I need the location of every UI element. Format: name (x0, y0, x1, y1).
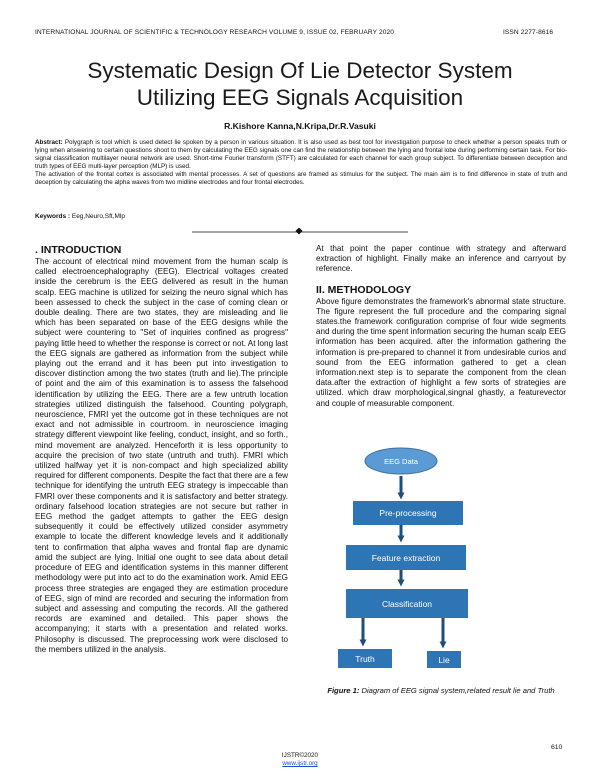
title-line-2: Utilizing EEG Signals Acquisition (136, 85, 464, 110)
introduction-text: The account of electrical mind movement from the human scalp is called electroencephalography (EEG). Electrical voltages created inside the cerebrum is the EEG delivered as result in the human scalp. EEG machine is utilized for seizing the neuro signal which has been assessed to check the subject in the case of coming clean or double dealing. There are two states, they are misleading and lie which has been separated on base of the EEG designs while the subject were countering to "Set of inquiries confined as progress" paying little heed to whether the response is correct or not. At long last the EEG signals are gathered as information from the subject while playing out the errand and it has been put into investigation to discover distinction among the two states (truth and lie).The principle of point and the aim of this examination is to assess the falsehood identification by utilizing the EEG. There are a few untruth location strategies utilized distinguish the falsehood. Counting polygraph, neuroscience, FMRI yet the outcome got in these techniques are not exact and not admissible in courtroom. in neuroscience imaging strategy different viewpoint like feeling, conduct, insight, and so forth., mind movement are analyzed. Henceforth it is less opportunity to acquire the precision of two state (untruth and truth). FMRI which utilized halfway yet it is non-compact and high specialized ability required for different components. Despite the fact that there are a few technique for identifying the untruth EEG strategy is impeccable than FMRI over these components and it is satisfactory and better strategy. ordinary falsehood location strategies are not secure but rather in EEG method the gadget attempts to gather the EEG design subsequently it could be effectively utilized consider asymmetry example to locate the different knowledge levels and it additionally tent to confirmation that alpha waves and frontal flap are dynamic amid the subject are lying. Initial one ought to see data about detail procedure of EEG and identification systems in this manner different methodology were put into act to do the examination work. Amid EEG process three strategies are engaged they are estimation procedure of EEG, sign of mind are recorded and securing the information from subject and assessing and computing the records. All the gathered records are examined and detailed. This paper shows the accompanying; it starts with a presentation and related works. Philosophy is discussed. The preprocessing work were disclosed to the members utilized in the analysis. (35, 257, 288, 654)
footer-url-link[interactable]: www.ijstr.org (282, 760, 318, 767)
eeg-data-label: EEG Data (384, 457, 418, 466)
classification-label: Classification (381, 599, 433, 609)
left-column (35, 244, 288, 655)
abstract (35, 139, 567, 187)
figure-caption-text: Diagram of EEG signal system,related result lie and Truth (359, 686, 555, 695)
abstract-text-2: The activation of the frontal cortex is associated with mental processes. A set of questions are framed as stimulus for the subject. The main aim is to find difference in state of truth and deception by calculating the alpha waves from two midline electrodes and four frontal electrodes. (35, 171, 567, 186)
abstract-label: Abstract: (35, 139, 63, 146)
issn-label: ISSN 2277-8616 (503, 29, 554, 36)
section-heading-methodology: II. METHODOLOGY (316, 283, 412, 296)
footer-copyright: IJSTR©2020 (281, 752, 319, 759)
keywords-value: Eeg,Neuro,Sft,Mlp (70, 213, 125, 220)
keywords (35, 213, 125, 220)
eeg-flow-diagram (316, 446, 566, 668)
right-column (316, 244, 566, 409)
preprocessing-label: Pre-processing (379, 508, 437, 518)
keywords-label: Keywords : (35, 213, 71, 220)
paper-title (30, 57, 570, 111)
intro-continuation-text: At that point the paper continue with strategy and afterward extraction of highlight. Finally make an inference and carryout by reference. (316, 244, 566, 274)
title-line-1: Systematic Design Of Lie Detector System (87, 58, 513, 83)
journal-header: INTERNATIONAL JOURNAL OF SCIENTIFIC & TECHNOLOGY RESEARCH VOLUME 9, ISSUE 02, FEBRUARY 2020 (35, 29, 395, 36)
section-heading-introduction: . INTRODUCTION (35, 244, 122, 256)
feature-extraction-label: Feature extraction (371, 553, 441, 563)
section-divider (192, 228, 408, 236)
methodology-text: Above figure demonstrates the framework's abnormal state structure. The figure represent the full procedure and the comparing signal states.the framework configuration comprise of four wide segments and during the time spent information securing the human scalp EEG information has been acquired. after the information gathering the information is pre-prepared to channel it from undesirable curios and sound from the EEG information gathered to get a clean information.next step is to separate the component from the clean data.after the extraction of highlight a few sorts of strategies are utilized. which draw morphological,singnal ghastly, a featurevector and couple of measurable component. (316, 296, 566, 408)
figure-caption (316, 686, 566, 696)
abstract-text: Polygraph is tool which is used detect lie spoken by a person in various situation. It is also used as best tool for investigation purpose to check whether a person speaks truth or lying when answering to certain questions shoot to them by calculating the EEG signals one can find the relationship between the lying and frontal lobe during performing certain task. For bio-signal classification multilayer neural network are used. Short-time Fourier transform (STFT) are calculated for each channel for each group subject. To differentiate between deception and truth types of EEG multi-layer perception (MLP) is used. (35, 139, 567, 170)
authors: R.Kishore Kanna,N.Kripa,Dr.R.Vasuki (224, 121, 376, 131)
page-number: 610 (551, 744, 563, 751)
truth-label: Truth (355, 654, 375, 664)
lie-label: Lie (438, 655, 450, 665)
figure-caption-label: Figure 1: (327, 686, 360, 695)
